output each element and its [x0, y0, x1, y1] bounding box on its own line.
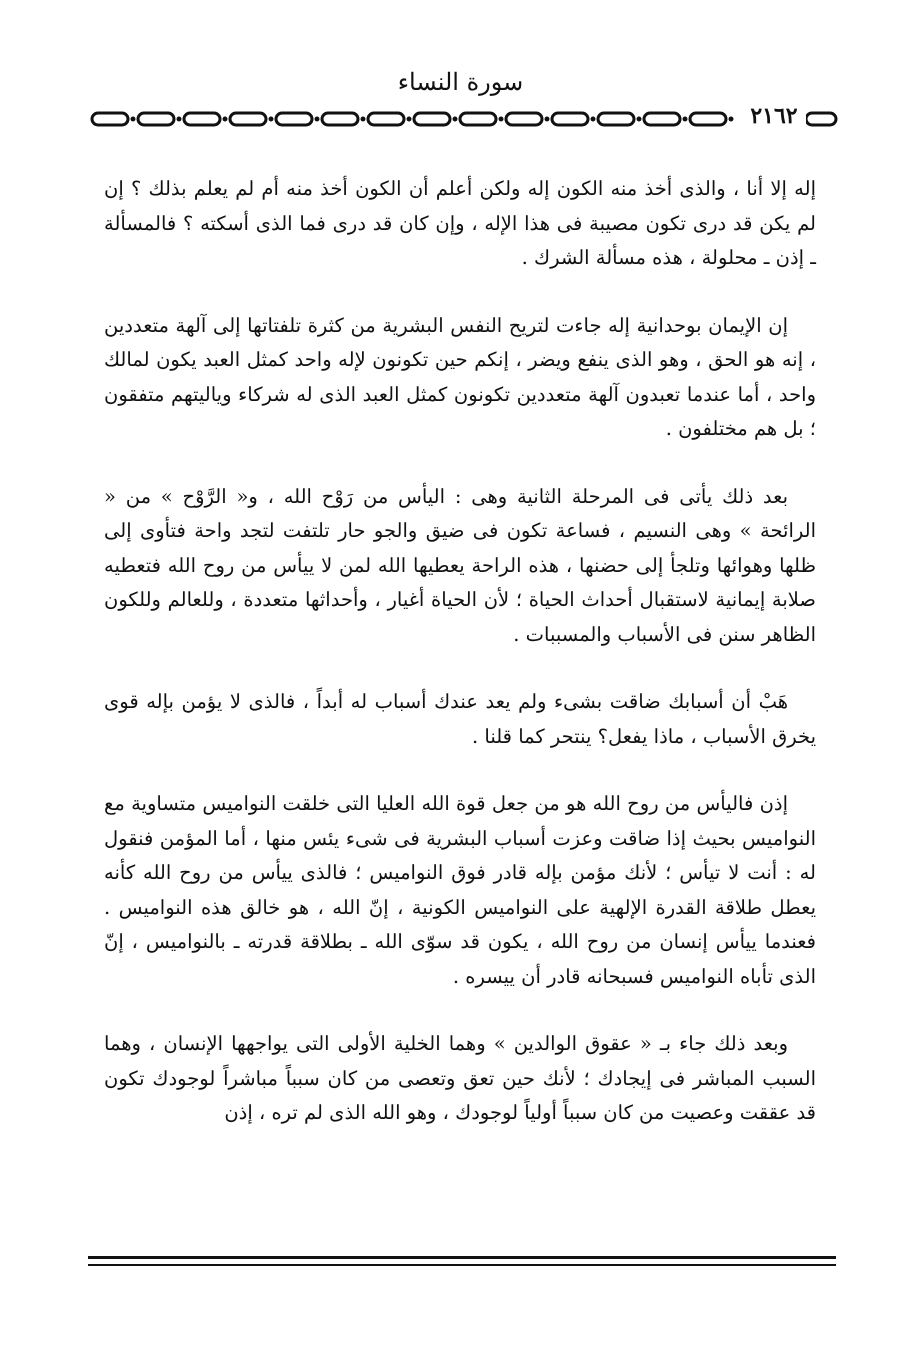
- chain-link: [644, 113, 680, 125]
- chain-link: [552, 113, 588, 125]
- footer-rule-thin: [88, 1264, 836, 1266]
- page-number: ٢١٦٢: [742, 103, 806, 129]
- footer-rule-thick: [88, 1256, 836, 1259]
- chain-link: [806, 113, 836, 125]
- chain-link: [690, 113, 726, 125]
- chain-dot: [269, 117, 274, 122]
- chain-dot: [361, 117, 366, 122]
- ornamental-header-border: [88, 104, 840, 134]
- body-text: [104, 172, 816, 1164]
- paragraph-5: إذن فاليأس من روح الله هو من جعل قوة الله العليا التى خلقت النواميس متساوية مع النواميس بحيث إذا ضاقت وعزت أسباب البشرية فى شىء يئس منها ، أما المؤمن فنقول له : أنت لا تيأس ؛ لأنك مؤمن بإله قادر فوق النواميس ؛ فالذى ييأس من روح الله كأنه يعطل طلاقة القدرة الإلهية على النواميس الكونية ، إنّ الله ، هو خالق هذه النواميس . فعندما ييأس إنسان من روح الله ، يكون قد سوّى الله ـ بطلاقة قدرته ـ بالنواميس ، إنّ الذى تأباه النواميس فسبحانه قادر أن ييسره .: [104, 792, 816, 988]
- chain-dot: [131, 117, 136, 122]
- chain-link: [92, 113, 128, 125]
- chain-link: [230, 113, 266, 125]
- chain-dot: [499, 117, 504, 122]
- chain-dot: [591, 117, 596, 122]
- chain-link: [138, 113, 174, 125]
- paragraph-2: إن الإيمان بوحدانية إله جاءت لتريح النفس البشرية من كثرة تلفتاتها إلى آلهة متعددين ، إنه هو الحق ، وهو الذى ينفع ويضر ، إنكم حين تكونون لإله واحد كمثل العبد يكون لمالك واحد ، أما عندما تعبدون آلهة متعددين تكونون كمثل العبد الذى له شركاء وياليتهم متفقون ؛ بل هم مختلفون .: [104, 313, 816, 440]
- chain-link: [276, 113, 312, 125]
- chain-link: [322, 113, 358, 125]
- paragraph-6: وبعد ذلك جاء بـ « عقوق الوالدين » وهما الخلية الأولى التى يواجهها الإنسان ، وهما السبب المباشر فى إيجادك ؛ لأنك حين تعق وتعصى من كان سبباً مباشراً لوجودك تكون قد عققت وعصيت من كان سبباً أولياً لوجودك ، وهو الله الذى لم تره ، إذن: [104, 1032, 816, 1124]
- chain-link: [460, 113, 496, 125]
- chain-dot: [545, 117, 550, 122]
- chain-link: [506, 113, 542, 125]
- chain-dot: [407, 117, 412, 122]
- chain-link: [368, 113, 404, 125]
- paragraph-1: إله إلا أنا ، والذى أخذ منه الكون إله ولكن أعلم أن الكون أخذ منه أم لم يعلم بذلك ؟ إن لم يكن قد درى تكون مصيبة فى هذا الإله ، وإن كان قد درى فما الذى أسكته ؟ فالمسألة ـ إذن ـ محلولة ، هذه مسألة الشرك .: [104, 177, 816, 269]
- chain-dot: [223, 117, 228, 122]
- surah-title: سورة النساء: [397, 68, 524, 96]
- chain-dot: [315, 117, 320, 122]
- paragraph-4: هَبْ أن أسبابك ضاقت بشىء ولم يعد عندك أسباب له أبداً ، فالذى لا يؤمن بإله قوى يخرق الأسباب ، ماذا يفعل؟ ينتحر كما قلنا .: [104, 690, 816, 748]
- chain-link: [184, 113, 220, 125]
- chain-link: [598, 113, 634, 125]
- chain-dot: [453, 117, 458, 122]
- chain-dot: [683, 117, 688, 122]
- chain-dot: [729, 117, 734, 122]
- chain-link: [414, 113, 450, 125]
- chain-dot: [177, 117, 182, 122]
- paragraph-3: بعد ذلك يأتى فى المرحلة الثانية وهى : اليأس من رَوْح الله ، و« الرَّوْح » من « الرائحة » وهى النسيم ، فساعة تكون فى ضيق والجو حار تلتفت لتجد واحة فتأوى إلى ظلها وهوائها وتلجأ إلى حضنها ، هذه الراحة يعطيها الله لمن لا ييأس من روح الله فتعطيه صلابة إيمانية لاستقبال أحداث الحياة ؛ لأن الحياة أغيار ، وأحداثها متعددة ، وللعالم وللكون الظاهر سنن فى الأسباب والمسببات .: [104, 484, 816, 646]
- chain-dot: [637, 117, 642, 122]
